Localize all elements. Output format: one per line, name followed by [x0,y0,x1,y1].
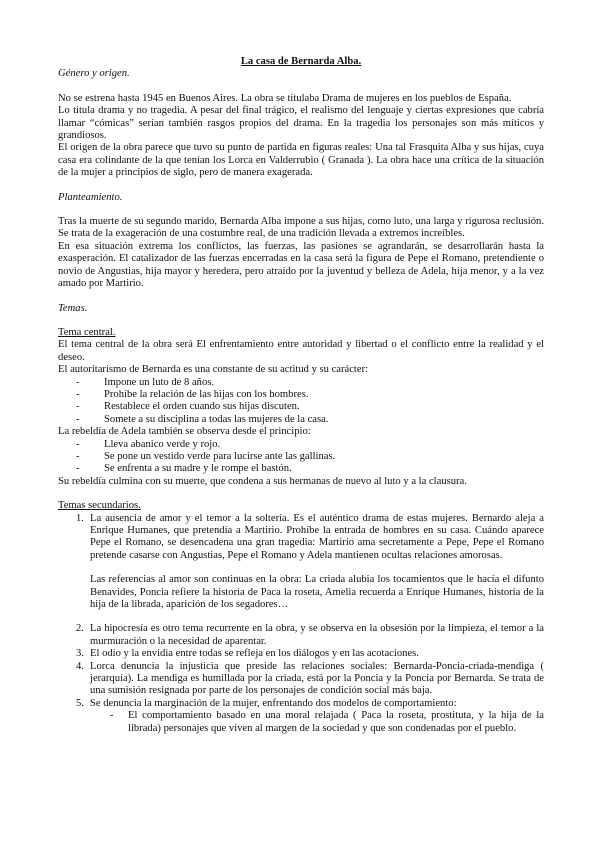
list-item: - Prohíbe la relación de las hijas con los hombres. [104,389,544,401]
list-number: 4. [76,660,84,672]
list-item-text: El odio y la envidia entre todas se refleja en los diálogos y en las acotaciones. [90,648,419,660]
paragraph: Lo titula drama y no tragedia. A pesar del final trágico, el realismo del lenguaje y ciertas expresiones que cabría llamar “cómicas” serían también rasgos propios del drama. En la tragedia los personajes son más míticos y grandiosos. [58,105,544,142]
behavior-models-list [90,710,544,735]
section-heading-genero: Género y origen. [58,68,130,80]
paragraph: La rebeldía de Adela también se observa desde el principio: [58,426,311,438]
list-item [76,623,544,648]
document-title: La casa de Bernarda Alba. [240,56,362,67]
list-item: - Restablece el orden cuando sus hijas discuten. [104,401,544,413]
list-number: 3. [76,648,84,660]
document-page [58,56,544,735]
list-item: - Se enfrenta a su madre y le rompe el bastón. [104,463,544,475]
list-item [76,512,544,563]
list-item-text: Las referencias al amor son continuas en la obra: La criada alubia los tocamientos que le hacía el difunto Benavides, Poncia refiere la historia de Paca la roseta, Amelia recuerda a Enrique Humanes, historia de la hija de la librada, aparición de los segadores… [90,574,544,611]
paragraph: El origen de la obra parece que tuvo su punto de partida en figuras reales: Una tal Frasquita Alba y sus hijas, cuya casa era colindante de la que tenían los Lorca en Valderrubio ( Granada ). La obra hace una crítica de la situación de la mujer a principios de siglo, pero de manera exagerada. [58,142,544,179]
paragraph: El autoritarismo de Bernarda es una constante de su actitud y su carácter: [58,364,369,376]
list-item: - Se pone un vestido verde para lucirse ante las gallinas. [104,451,544,463]
list-item-text: Se denuncia la marginación de la mujer, enfrentando dos modelos de comportamiento: [90,697,457,709]
secondary-themes-list [58,513,544,736]
list-item-text: Lorca denuncia la injusticia que preside las relaciones sociales: Bernarda-Poncia-criada-mendiga ( jerarquía). La mendiga es humillada por la criada, está por la Poncia y la Poncia por Bernarda. Se trata de una sumisión resignada por parte de los personajes de condición social más baja. [90,660,544,697]
paragraph: El tema central de la obra será El enfrentamiento entre autoridad y libertad o el conflicto entre la realidad y el deseo. [58,339,544,363]
list-item: - El comportamiento basado en una moral relajada ( Paca la roseta, prostituta, y la hija de la librada) personajes que viven al margen de la sociedad y que son condenadas por el pueblo. [128,710,544,735]
list-item [76,648,544,660]
list-item: - Somete a su disciplina a todas las mujeres de la casa. [104,414,544,426]
list-number: 5. [76,697,84,709]
list-item-continuation [90,574,544,611]
list-number: 1. [76,512,84,524]
paragraph: Su rebeldía culmina con su muerte, que condena a sus hermanas de nuevo al luto y a la clausura. [58,475,467,487]
paragraph: Tras la muerte de su segundo marido, Bernarda Alba impone a sus hijas, como luto, una larga y rigurosa reclusión. Se trata de la exageración de una costumbre real, de una tradición llevada a extremos increíbles. [58,216,544,240]
rebellion-list [58,439,544,476]
subheading-temas-secundarios: Temas secundarios. [58,500,141,512]
list-item: - Impone un luto de 8 años. [104,377,544,389]
paragraph: No se estrena hasta 1945 en Buenos Aires. La obra se titulaba Drama de mujeres en los pueblos de España. [58,92,512,104]
subheading-tema-central: Tema central. [58,326,116,338]
list-number: 2. [76,623,84,635]
paragraph: En esa situación extrema los conflictos, las fuerzas, las pasiones se agrandarán, se desarrollarán hasta la exasperación. El catalizador de las fuerzas encerradas en la casa será la figura de Pepe el Romano, pretendiente o novio de Angustias, hija mayor y heredera, pero atraído por la juventud y belleza de Adela, hija menor, y a la vez amado por Martirio. [58,240,544,290]
section-heading-planteamiento: Planteamiento. [58,191,123,203]
list-item-text: La ausencia de amor y el temor a la soltería. Es el auténtico drama de estas mujeres. Bernardo aleja a Enrique Humanes, que pretendía a Martirio. Prohíbe la entrada de hombres en su casa. Cuándo aparece Pepe el Romano, se desencadena una gran tragedia: Martirio ama secretamente a Pepe, Pepe el Romano pretende casarse con Angustias, Pepe el Romano y Adela mantienen ocultas relaciones amorosas. [90,512,544,561]
list-item [76,660,544,698]
list-item [76,697,544,735]
list-item-text: La hipocresía es otro tema recurrente en la obra, y se observa en la obsesión por la limpieza, el temor a la murmuración o la necesidad de aparentar. [90,623,544,647]
section-heading-temas: Temas. [58,302,88,314]
list-item: - Lleva abanico verde y rojo. [104,439,544,451]
authoritarianism-list [58,377,544,427]
